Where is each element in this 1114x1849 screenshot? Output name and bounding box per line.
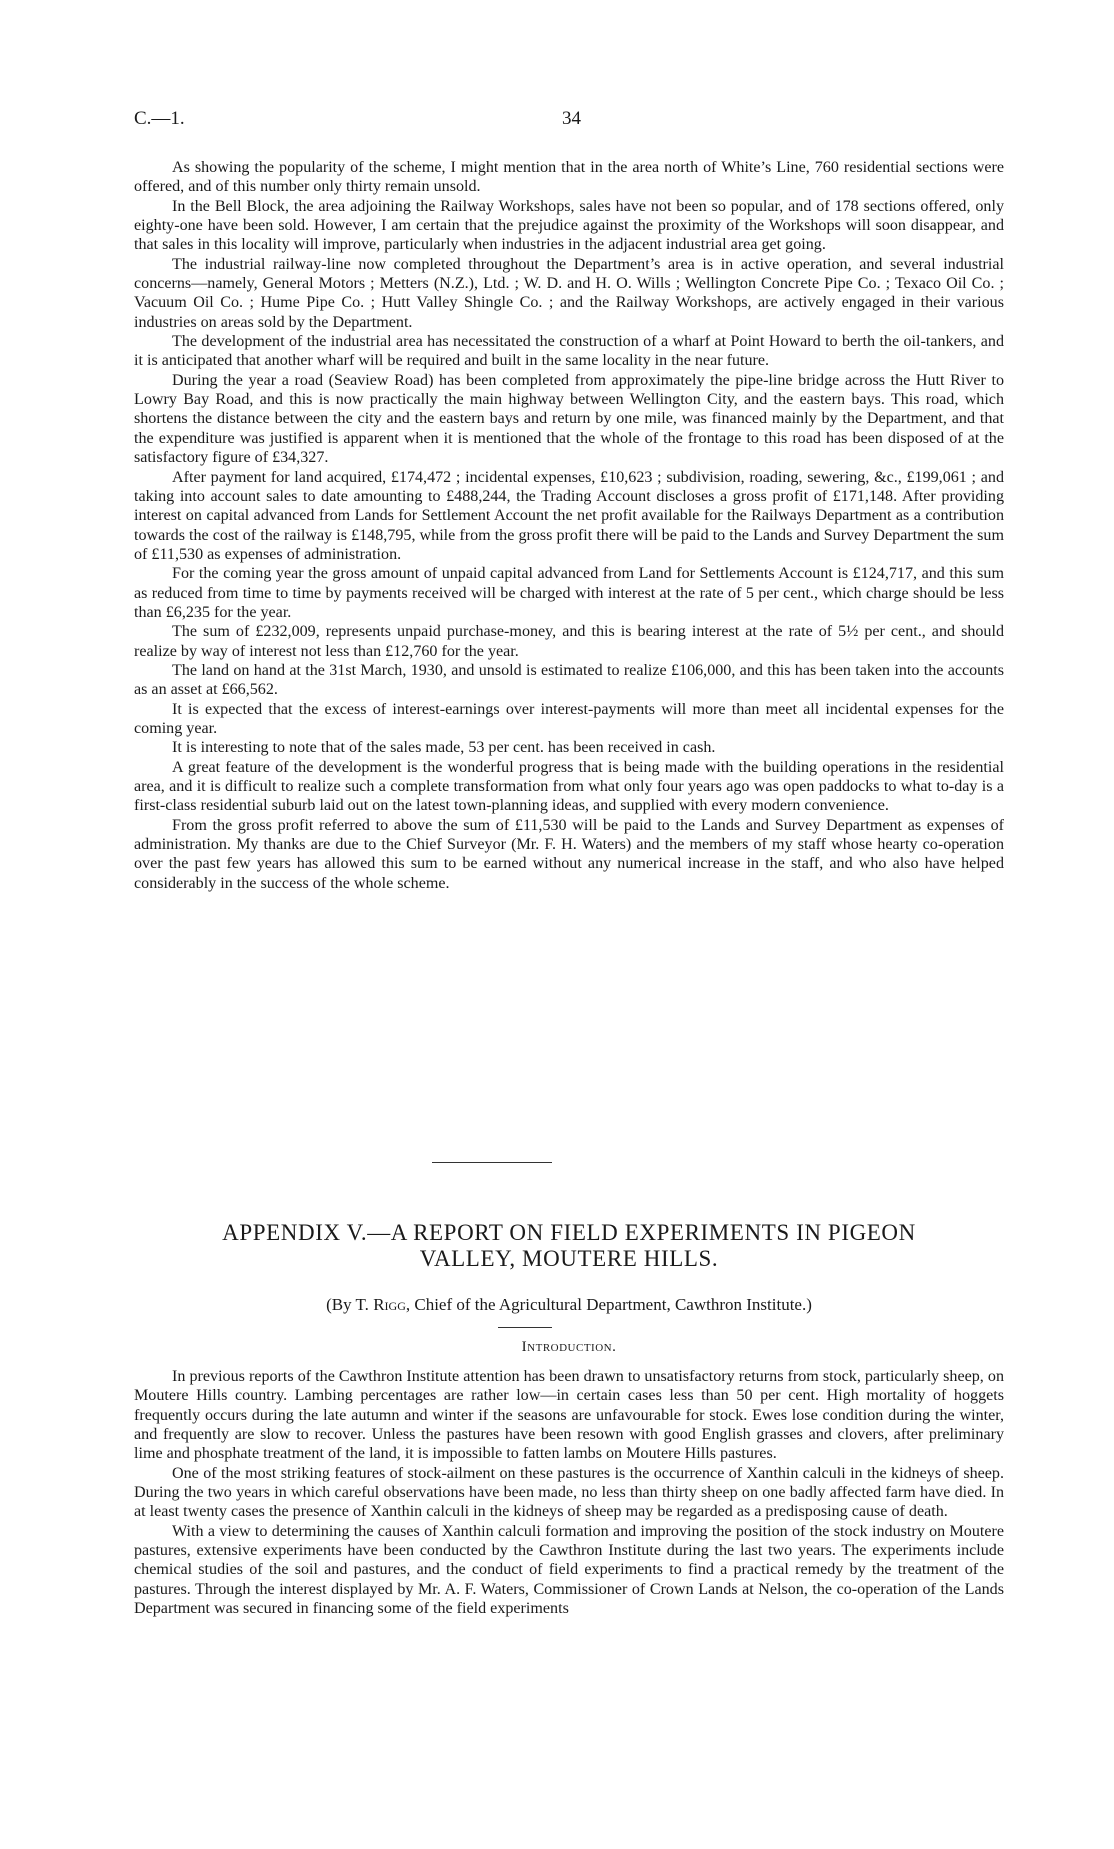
- introduction-body: [134, 1367, 1004, 1618]
- paragraph: With a view to determining the causes of Xanthin calculi formation and improving the position of the stock industry on Moutere pastures, extensive experiments have been conducted by the Cawthron Institute during the last two years. The experiments include chemical studies of the soil and pastures, and the conduct of field experiments to find a practical remedy by the treatment of the pastures. Through the interest displayed by Mr. A. F. Waters, Commissioner of Crown Lands at Nelson, the co-operation of the Lands Department was secured in financing some of the field experiments: [134, 1522, 1004, 1618]
- appendix-title: [134, 1220, 1004, 1272]
- section-divider: [432, 1162, 552, 1163]
- paragraph: It is interesting to note that of the sales made, 53 per cent. has been received in cash.: [172, 739, 716, 757]
- paragraph: The development of the industrial area has necessitated the construction of a wharf at Point Howard to berth the oil-tankers, and it is anticipated that another wharf will be required and built in the same locality in the near future.: [134, 333, 1004, 370]
- paragraph: The sum of £232,009, represents unpaid purchase-money, and this is bearing interest at the rate of 5½ per cent., and should realize by way of interest not less than £12,760 for the year.: [134, 623, 1004, 660]
- paragraph: The industrial railway-line now completed throughout the Department’s area is in active operation, and several industrial concerns—namely, General Motors ; Metters (N.Z.), Ltd. ; W. D. and H. O. Wills ; Wellington Concrete Pipe Co. ; Texaco Oil Co. ; Vacuum Oil Co. ; Hume Pipe Co. ; Hutt Valley Shingle Co. ; and the Railway Workshops, are actively engaged in their various industries on areas sold by the Department.: [134, 255, 1004, 331]
- appendix-title-line: APPENDIX V.—A REPORT ON FIELD EXPERIMENTS IN PIGEON: [222, 1220, 916, 1245]
- section-heading: Introduction.: [521, 1339, 617, 1355]
- byline-prefix: (By T.: [326, 1295, 374, 1314]
- byline-suffix: , Chief of the Agricultural Department, Cawthron Institute.): [405, 1295, 812, 1314]
- paragraph: It is expected that the excess of interest-earnings over interest-payments will more than meet all incidental expenses for the coming year.: [134, 700, 1004, 737]
- paragraph: The land on hand at the 31st March, 1930, and unsold is estimated to realize £106,000, and this has been taken into the accounts as an asset at £66,562.: [134, 661, 1004, 699]
- paragraph: A great feature of the development is the wonderful progress that is being made with the building operations in the residential area, and it is difficult to realize such a complete transformation from what only four years ago was open paddocks to what to-day is a first-class residential suburb laid out on the latest town-planning ideas, and supplied with every modern convenience.: [134, 758, 1004, 815]
- paragraph: During the year a road (Seaview Road) has been completed from approximately the pipe-line bridge across the Hutt River to Lowry Bay Road, and this is now practically the main highway between Wellington City, and the eastern bays. This road, which shortens the distance between the city and the eastern bays and return by one mile, was financed mainly by the Department, and that the expenditure was justified is apparent when it is mentioned that the whole of the frontage to this road has been disposed of at the satisfactory figure of £34,327.: [134, 371, 1004, 467]
- appendix-title-line: VALLEY, MOUTERE HILLS.: [419, 1246, 719, 1271]
- paragraph: After payment for land acquired, £174,472 ; incidental expenses, £10,623 ; subdivision, roading, sewering, &c., £199,061 ; and taking into account sales to date amounting to £488,244, the Trading Account discloses a gross profit of £171,148. After providing interest on capital advanced from Lands for Settlement Account the net profit available for the Railways Department as a contribution towards the cost of the railway is £148,795, while from the gross profit there will be paid to the Lands and Survey Department the sum of £11,530 as expenses of administration.: [134, 468, 1004, 563]
- document-reference: C.—1.: [134, 108, 185, 129]
- author-byline: [134, 1294, 1004, 1316]
- paragraph: As showing the popularity of the scheme, I might mention that in the area north of White’s Line, 760 residential sections were offered, and of this number only thirty remain unsold.: [134, 159, 1004, 196]
- paragraph: In previous reports of the Cawthron Institute attention has been drawn to unsatisfactory returns from stock, particularly sheep, on Moutere Hills country. Lambing percentages are rather low—in certain cases less than 50 per cent. High mortality of hoggets frequently occurs during the late autumn and winter if the seasons are unfavourable for stock. Ewes lose condition during the winter, and frequently are slow to recover. Unless the pastures have been resown with good English grasses and clovers, after preliminary lime and phosphate treatment of the land, it is impossible to fatten lambs on Moutere Hills pastures.: [134, 1368, 1004, 1463]
- paragraph: From the gross profit referred to above the sum of £11,530 will be paid to the Lands and Survey Department as expenses of administration. My thanks are due to the Chief Surveyor (Mr. F. H. Waters) and the members of my staff whose hearty co-operation over the past few years has allowed this sum to be earned without any numerical increase in the staff, and who also have helped considerably in the success of the whole scheme.: [134, 816, 1004, 892]
- paragraph: In the Bell Block, the area adjoining the Railway Workshops, sales have not been so popular, and of 178 sections offered, only eighty-one have been sold. However, I am certain that the prejudice against the proximity of the Workshops will soon disappear, and that sales in this locality will improve, particularly when industries in the adjacent industrial area get going.: [134, 197, 1004, 254]
- paragraph: One of the most striking features of stock-ailment on these pastures is the occurrence of Xanthin calculi in the kidneys of sheep. During the two years in which careful observations have been made, no less than thirty sheep on one badly affected farm have died. In at least twenty cases the presence of Xanthin calculi in the kidneys of sheep may be regarded as a predisposing cause of death.: [134, 1464, 1004, 1521]
- heading-divider: [498, 1327, 552, 1328]
- page-header: [134, 108, 1004, 134]
- paragraph: For the coming year the gross amount of unpaid capital advanced from Land for Settlements Account is £124,717, and this sum as reduced from time to time by payments received will be charged with interest at the rate of 5 per cent., which charge should be less than £6,235 for the year.: [134, 565, 1004, 621]
- author-name: Rigg: [373, 1295, 406, 1314]
- page-number: 34: [562, 108, 581, 129]
- report-body: [134, 158, 1004, 893]
